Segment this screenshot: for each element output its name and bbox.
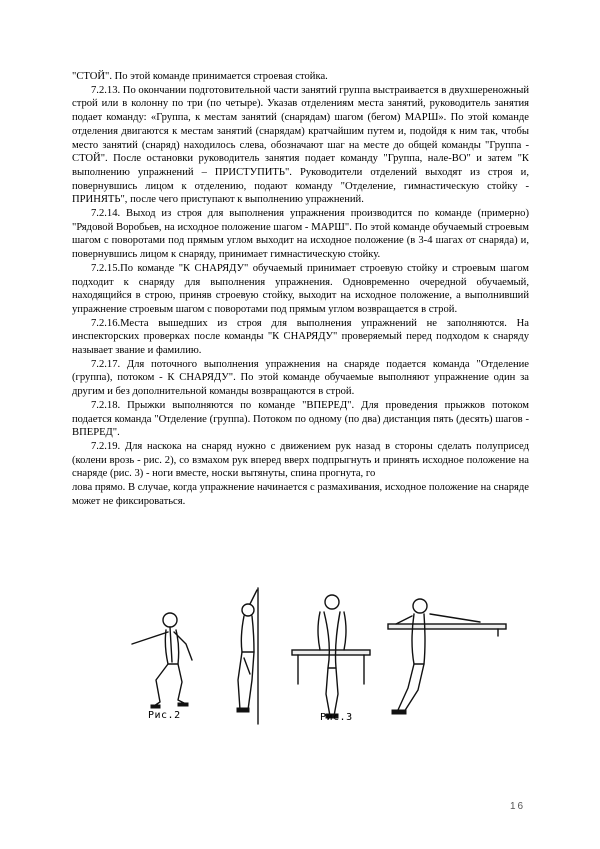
paragraph-stoi: "СТОЙ". По этой команде принимается строевая стойка.	[72, 71, 328, 82]
paragraph-7-2-19-continued: лова прямо. В случае, когда упражнение начинается с размахивания, исходное положение на снаряде может не фиксироваться.	[72, 482, 529, 507]
figure-2-half-squat	[132, 613, 192, 708]
figure-hanging-pole	[237, 588, 258, 724]
paragraph-7-2-17: 7.2.17. Для поточного выполнения упражнения на снаряде подается команда "Отделение (группа), потоком - К СНАРЯДУ". По этой команде обучаемые выполняют упражнение один за другим и без дополнительной команды возвращаются в строй.	[72, 358, 529, 398]
figure-3-support-bars	[292, 595, 370, 718]
paragraph-7-2-16: 7.2.16.Места вышедших из строя для выполнения упражнений не заполняются. На инспекторских проверках после команды "К СНАРЯДУ" проверяемый перед подходом к снаряду называет звание и фамилию.	[72, 317, 529, 357]
paragraph-7-2-14: 7.2.14. Выход из строя для выполнения упражнения производится по команде (примерно) "Рядовой Воробьев, на исходное положение шагом - МАРШ". По этой команде обучаемый строевым шагом с поворотами под прямым углом выходит на исходное положение (в 3-4 шагах от снаряда) и, повернувшись лицом к снаряду, принимает гимнастическую стойку.	[72, 208, 529, 261]
paragraph-7-2-13: 7.2.13. По окончании подготовительной части занятий группа выстраивается в двухшереножный строй или в колонну по три (по четыре). Указав отделениям места занятий, руководитель занятия подает команду: «Группа, к местам занятий (снарядам) шагом (бегом) МАРШ». По этой команде отделения двигаются к местам занятий (снарядам) кратчайшим путем и, подойдя к ним так, чтобы место занятий (снаряд) находилось слева, обозначают шаг на месте до общей команды "Группа - СТОЙ". После остановки руководитель занятия подает команду "Группа, нале-ВО" и затем "К выполнению упражнений – ПРИСТУПИТЬ". Руководители отделений выходят из строя и, повернувшись лицом к отделению, подают команду "Отделение, гимнастическую стойку - ПРИНЯТЬ", после чего приступают к выполнению упражнений.	[72, 84, 529, 206]
paragraph-7-2-15: 7.2.15.По команде "К СНАРЯДУ" обучаемый принимает строевую стойку и строевым шагом подходит к снаряду для выполнения упражнения. Одновременно очередной обучаемый, находящийся в строю, приняв строевую стойку, выходит на исходное положение, а выполнивший упражнение строевым шагом с поворотами под прямым углом возвращается в строй.	[72, 262, 529, 315]
page-number: 16	[510, 801, 526, 812]
body-text	[72, 70, 529, 509]
figure-3-caption: Рис.3	[320, 712, 353, 723]
paragraph-7-2-18: 7.2.18. Прыжки выполняются по команде "ВПЕРЕД". Для проведения прыжков потоком подается команда "Отделение (группа). Потоком по одному (по два) дистанция пять (десять) шагов - ВПЕРЕД".	[72, 399, 529, 439]
figures-illustration	[120, 584, 510, 734]
figure-horizontal-bar	[388, 599, 506, 714]
figure-2-caption: Рис.2	[148, 710, 181, 721]
paragraph-7-2-19: 7.2.19. Для наскока на снаряд нужно с движением рук назад в стороны сделать полуприсед (колени врозь - рис. 2), со взмахом рук вперед вверх подпрыгнуть и принять исходное положение на снаряде (рис. 3) - ноги вместе, носки вытянуты, спина прогнута, го	[72, 440, 529, 480]
